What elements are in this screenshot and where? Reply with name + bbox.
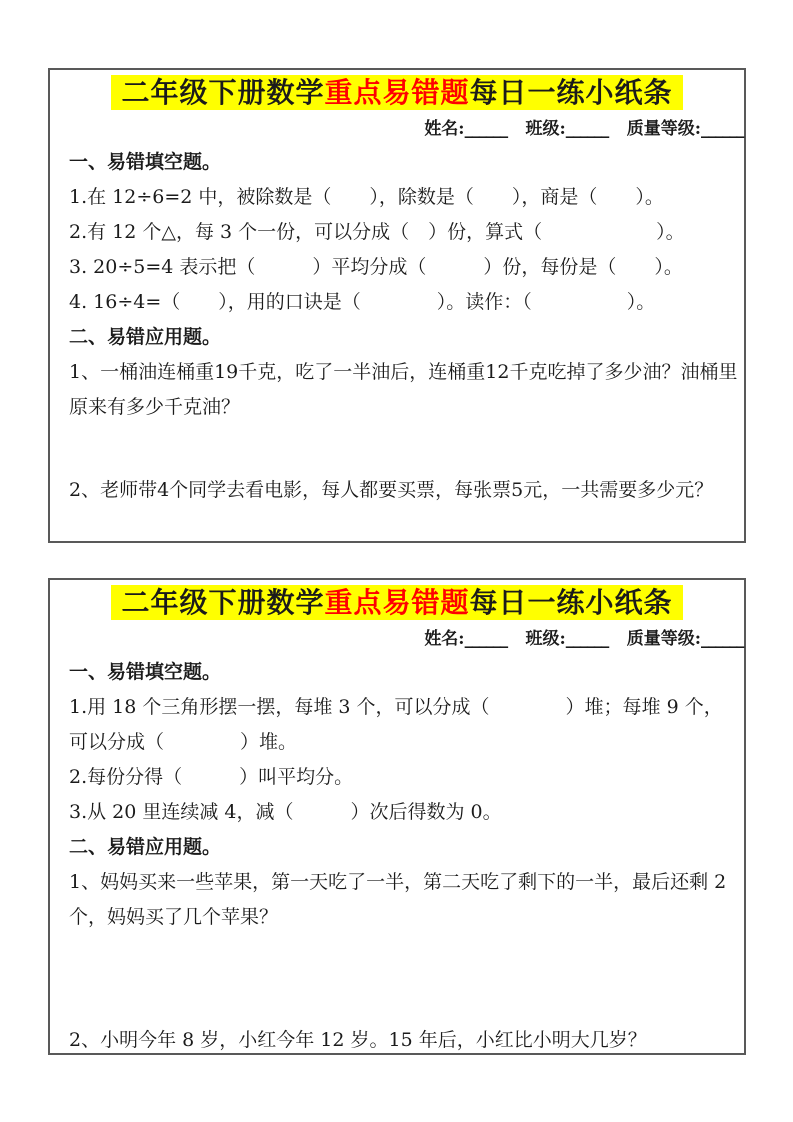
worksheet-card-1 [48, 68, 746, 543]
card-body [50, 145, 744, 508]
title-text-red: 重点易错题 [324, 76, 470, 109]
grade-blank: ______ [701, 629, 743, 649]
grade-label: 质量等级: [626, 629, 701, 649]
name-blank: ______ [464, 629, 507, 649]
class-blank: ______ [565, 119, 608, 139]
word-section-heading: 二、易错应用题。 [69, 326, 222, 348]
grade-label: 质量等级: [626, 119, 701, 139]
title-text-red: 重点易错题 [324, 586, 470, 619]
fill-item-2: 2.每份分得（ ）叫平均分。 [69, 766, 354, 788]
class-blank: ______ [565, 629, 608, 649]
fill-item-4: 4. 16÷4=（ ），用的口诀是（ ）。读作：（ ）。 [69, 291, 656, 313]
class-label: 班级: [525, 629, 566, 649]
word-section-heading: 二、易错应用题。 [69, 836, 222, 858]
word-problem-1: 1、一桶油连桶重19千克，吃了一半油后，连桶重12千克吃掉了多少油？油桶里原来有多少千克油？ [69, 361, 738, 418]
word-problem-1: 1、妈妈买来一些苹果，第一天吃了一半，第二天吃了剩下的一半，最后还剩 2 个，妈妈买了几个苹果？ [69, 871, 727, 928]
title-text-right: 每日一练小纸条 [469, 586, 673, 619]
word-problem-2: 2、老师带4个同学去看电影，每人都要买票，每张票5元，一共需要多少元？ [69, 479, 714, 501]
meta-row [50, 119, 743, 139]
title-row [50, 585, 744, 620]
grade-blank: ______ [701, 119, 743, 139]
worksheet-title [111, 75, 682, 110]
class-label: 班级: [525, 119, 566, 139]
fill-item-1: 1.在 12÷6=2 中，被除数是（ ），除数是（ ），商是（ ）。 [69, 186, 664, 208]
title-text-right: 每日一练小纸条 [469, 76, 673, 109]
fill-item-1: 1.用 18 个三角形摆一摆，每堆 3 个，可以分成（ ）堆；每堆 9 个，可以分成（ ）堆。 [69, 696, 723, 753]
word-problem-2: 2、小明今年 8 岁，小红今年 12 岁。15 年后，小红比小明大几岁？ [69, 1029, 647, 1051]
fill-item-2: 2.有 12 个△，每 3 个一份，可以分成（ ）份，算式（ ）。 [69, 221, 685, 243]
fill-section-heading: 一、易错填空题。 [69, 661, 222, 683]
title-row [50, 75, 744, 110]
name-label: 姓名: [424, 119, 465, 139]
worksheet-title [111, 585, 682, 620]
fill-section-heading: 一、易错填空题。 [69, 151, 222, 173]
name-label: 姓名: [424, 629, 465, 649]
card-body [50, 655, 744, 1058]
meta-row [50, 629, 743, 649]
worksheet-card-2 [48, 578, 746, 1055]
title-text-left: 二年级下册数学 [121, 76, 325, 109]
fill-item-3: 3. 20÷5=4 表示把（ ）平均分成（ ）份，每份是（ ）。 [69, 256, 683, 278]
fill-item-3: 3.从 20 里连续减 4，减（ ）次后得数为 0。 [69, 801, 502, 823]
title-text-left: 二年级下册数学 [121, 586, 325, 619]
name-blank: ______ [464, 119, 507, 139]
